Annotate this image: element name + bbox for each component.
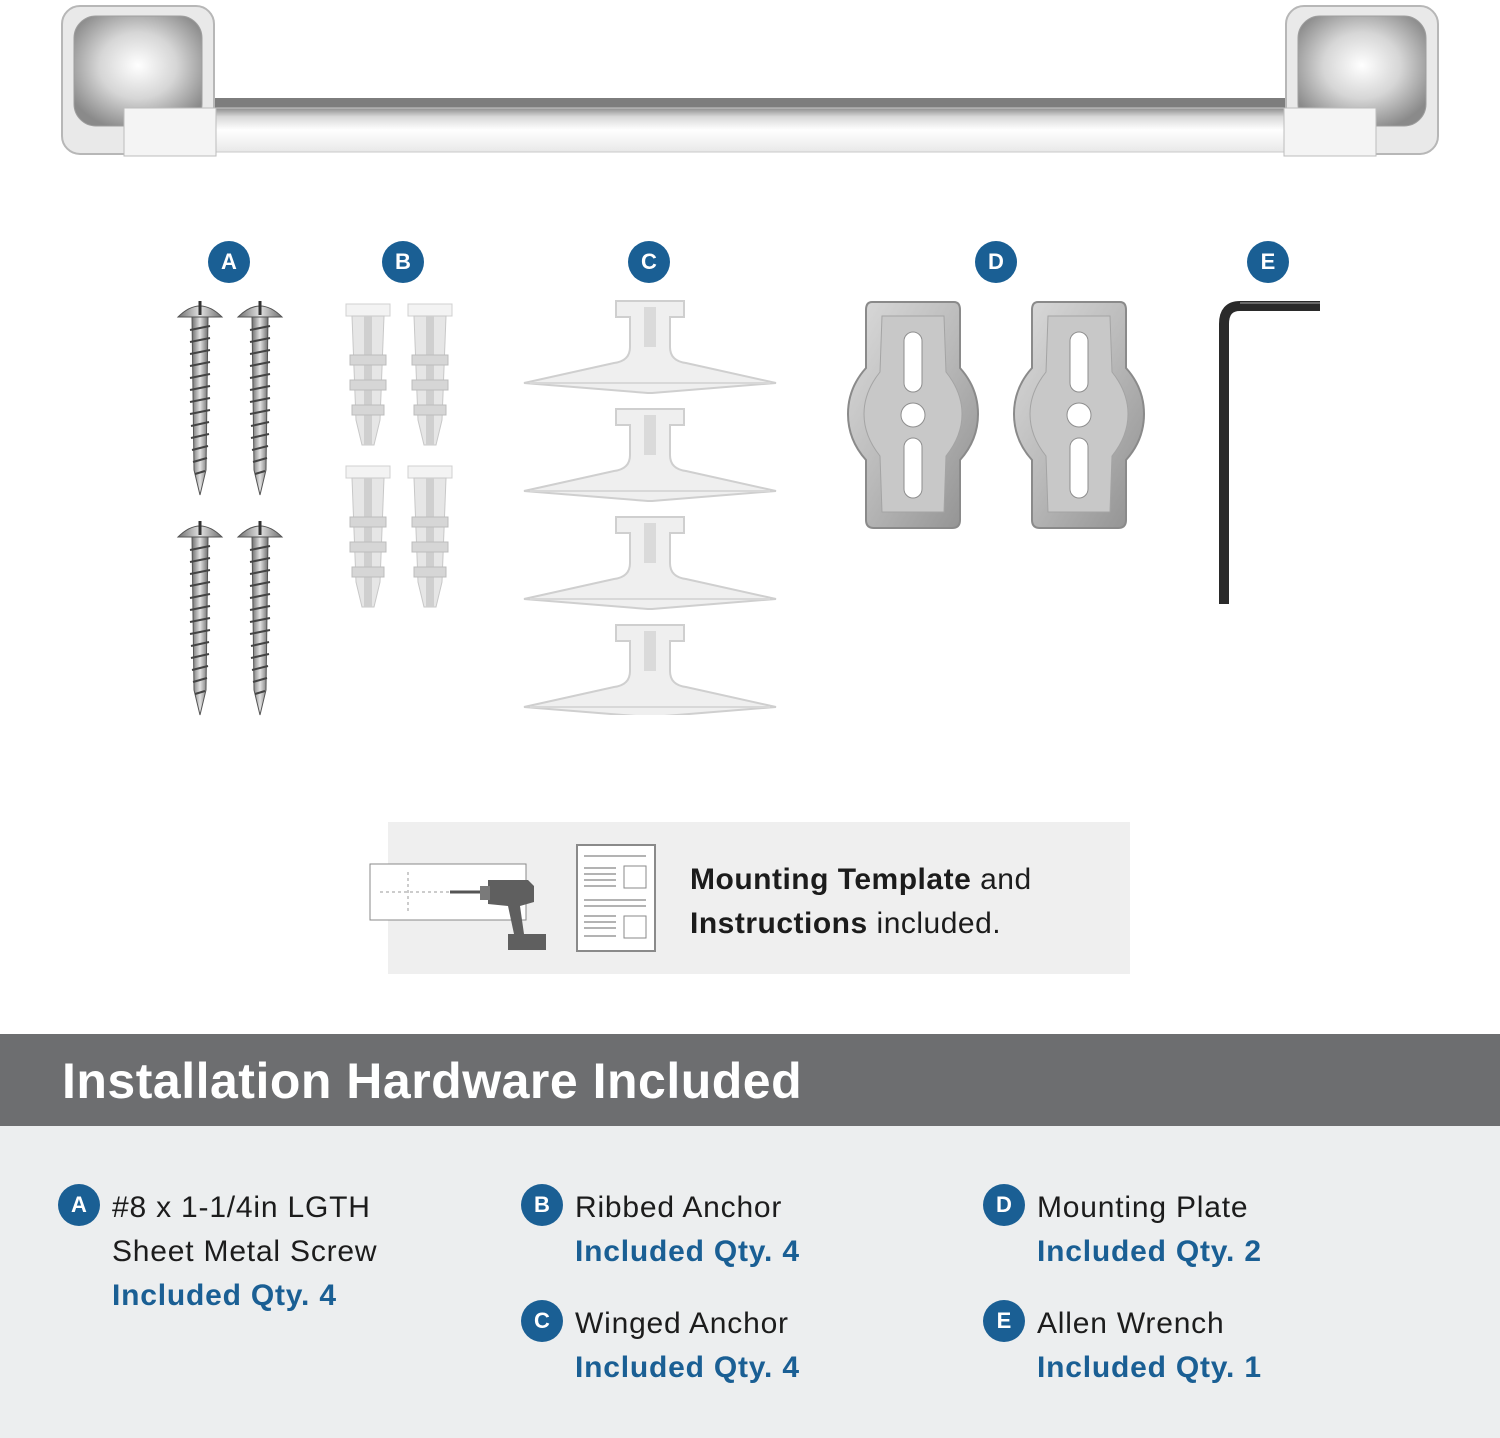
item-c-qty: Included Qty. 4 [575, 1351, 800, 1384]
template-note-bold-2: Instructions [690, 907, 868, 940]
drill-template-icon [368, 862, 548, 954]
screws-image [170, 295, 290, 725]
item-e-badge: E [983, 1300, 1025, 1342]
template-note-bold-1: Mounting Template [690, 863, 972, 896]
ribbed-anchors-image [340, 300, 470, 615]
item-e-name: Allen Wrench [1037, 1307, 1225, 1340]
item-d-name: Mounting Plate [1037, 1191, 1249, 1224]
part-e-badge: E [1247, 241, 1289, 283]
item-e-qty: Included Qty. 1 [1037, 1351, 1262, 1384]
template-note-text-2: included. [867, 907, 1002, 940]
mounting-template-note [388, 822, 1130, 974]
item-b-name: Ribbed Anchor [575, 1191, 783, 1224]
template-note-text-1: and [971, 863, 1032, 896]
part-c-badge: C [628, 241, 670, 283]
banner-title: Installation Hardware Included [62, 1053, 803, 1109]
item-d-qty: Included Qty. 2 [1037, 1235, 1262, 1268]
template-note-text [690, 858, 1032, 946]
item-a-name-line1: #8 x 1-1/4in LGTH [112, 1191, 371, 1224]
item-d-badge: D [983, 1184, 1025, 1226]
part-d-badge: D [975, 241, 1017, 283]
item-a-name-line2: Sheet Metal Screw [112, 1235, 378, 1268]
part-a-badge: A [208, 241, 250, 283]
instructions-document-icon [576, 844, 656, 952]
hardware-banner [0, 1034, 1500, 1126]
mounting-plates-image [846, 298, 1156, 538]
item-c-badge: C [521, 1300, 563, 1342]
hardware-list [0, 1126, 1500, 1438]
right-post [1284, 6, 1438, 156]
item-b-qty: Included Qty. 4 [575, 1235, 800, 1268]
allen-wrench-image [1210, 298, 1330, 610]
item-a-qty: Included Qty. 4 [112, 1279, 337, 1312]
item-b-badge: B [521, 1184, 563, 1226]
winged-anchors-image [520, 295, 780, 715]
towel-bar-image [0, 0, 1500, 170]
left-post [62, 6, 216, 156]
item-a-badge: A [58, 1184, 100, 1226]
item-c-name: Winged Anchor [575, 1307, 789, 1340]
part-b-badge: B [382, 241, 424, 283]
